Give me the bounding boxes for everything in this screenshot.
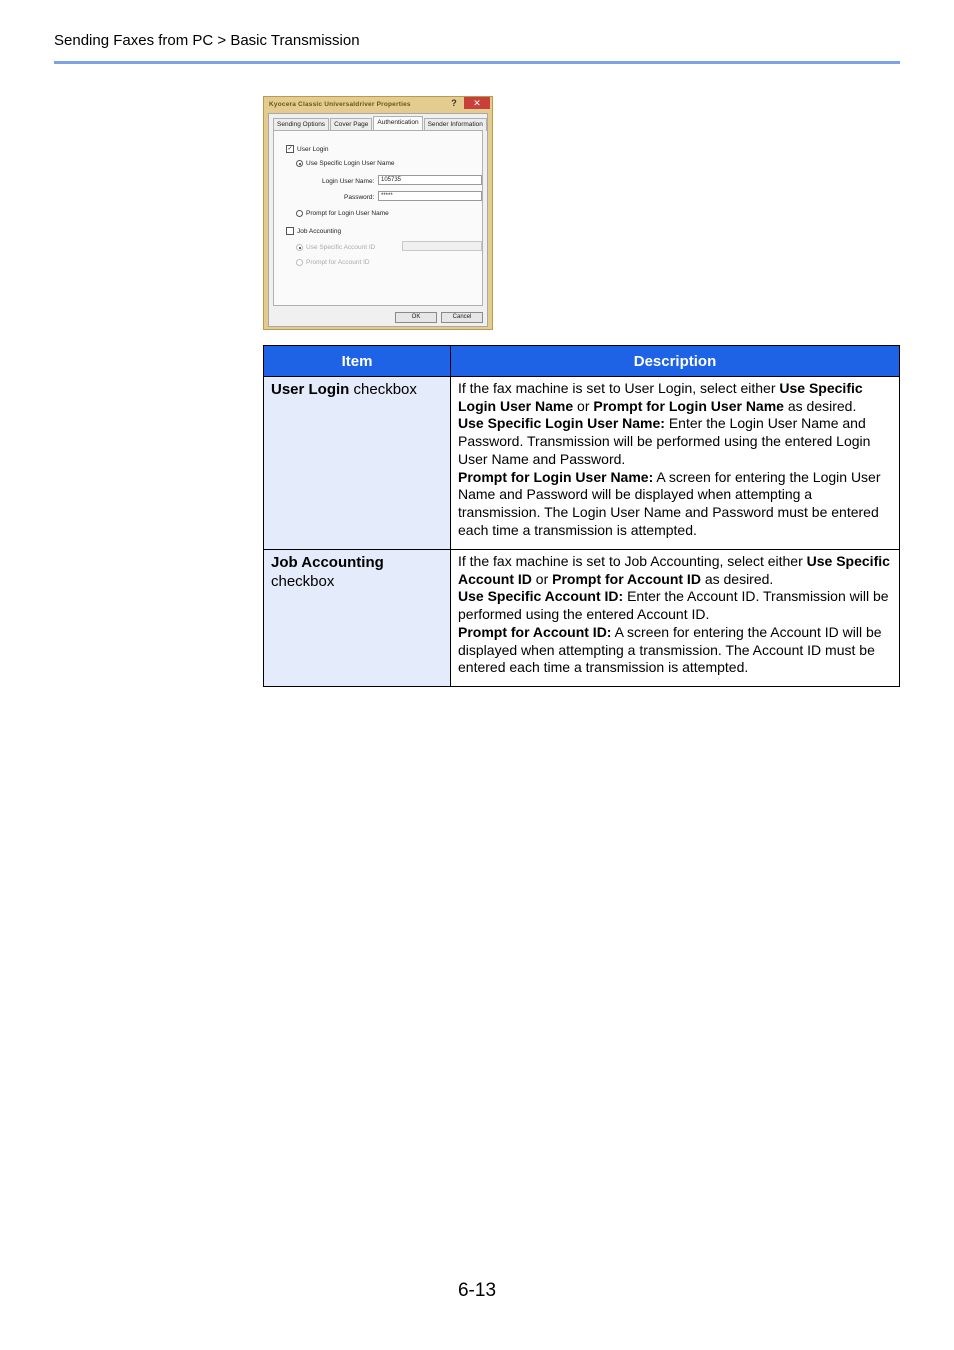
- table-row: [264, 377, 900, 550]
- option-name: Use Specific Login User Name: [458, 380, 863, 414]
- description-option-prompt: [458, 469, 892, 540]
- use-specific-account-row: [296, 244, 375, 251]
- prompt-account-label: Prompt for Account ID: [306, 259, 370, 266]
- description-intro: [458, 380, 892, 415]
- description-option-specific: [458, 415, 892, 468]
- item-name: User Login: [271, 381, 350, 398]
- prompt-account-radio: [296, 259, 303, 266]
- cancel-button[interactable]: Cancel: [441, 312, 483, 323]
- item-cell: [264, 377, 451, 550]
- dialog-tabs: [273, 118, 488, 130]
- option-text: Enter the Login User Name and Password. Transmission will be performed using the entered Login User Name and Password.: [458, 415, 871, 467]
- user-login-row[interactable]: [286, 145, 328, 153]
- option-text: Enter the Account ID. Transmission will be performed using the entered Account ID.: [458, 588, 889, 623]
- description-intro: [458, 553, 892, 588]
- item-suffix: checkbox: [349, 381, 417, 398]
- description-cell: [451, 377, 900, 550]
- use-specific-login-label: Use Specific Login User Name: [306, 160, 395, 167]
- job-accounting-row[interactable]: [286, 227, 341, 235]
- job-accounting-checkbox[interactable]: [286, 227, 294, 235]
- intro-end: as desired.: [783, 397, 857, 414]
- use-specific-account-radio: [296, 244, 303, 251]
- table-row: [264, 550, 900, 687]
- description-cell: [451, 550, 900, 687]
- ok-button[interactable]: OK: [395, 312, 437, 323]
- tab-sender-information[interactable]: Sender Information: [424, 118, 487, 131]
- authentication-dialog-screenshot: [263, 96, 493, 330]
- option-name: Prompt for Login User Name: [593, 397, 784, 414]
- password-field[interactable]: *****: [378, 191, 482, 201]
- connector-text: or: [531, 570, 553, 587]
- dialog-title: Kyocera Classic Universaldriver Properties: [269, 101, 411, 108]
- connector-text: or: [573, 397, 594, 414]
- tab-sending-options[interactable]: Sending Options: [273, 118, 329, 131]
- prompt-login-row[interactable]: [296, 210, 389, 217]
- dialog-body: [268, 113, 488, 327]
- prompt-account-row: [296, 259, 370, 266]
- account-id-field: [402, 241, 482, 251]
- column-header-item: Item: [264, 346, 451, 377]
- intro-text: If the fax machine is set to Job Accounting, select either: [458, 553, 807, 569]
- option-text: A screen for entering the Login User Name and Password will be displayed when attempting a transmission. The Login User Name and Password must be entered each time a transmission is attempted.: [458, 468, 881, 538]
- use-specific-login-row[interactable]: [296, 160, 395, 167]
- login-user-name-field[interactable]: 105735: [378, 175, 482, 185]
- job-accounting-label: Job Accounting: [297, 227, 342, 235]
- page-number: 6-13: [457, 1280, 497, 1301]
- close-icon[interactable]: ✕: [464, 97, 490, 109]
- user-login-label: User Login: [297, 145, 329, 153]
- option-heading: Use Specific Login User Name:: [458, 415, 665, 432]
- description-option-prompt: [458, 624, 892, 677]
- option-name: Prompt for Account ID: [552, 570, 701, 587]
- header-divider: [54, 61, 900, 64]
- use-specific-login-radio[interactable]: [296, 160, 303, 167]
- table-header-row: [264, 346, 900, 377]
- breadcrumb: Sending Faxes from PC > Basic Transmission: [54, 32, 360, 49]
- user-login-checkbox[interactable]: ✓: [287, 146, 293, 152]
- option-heading: Prompt for Login User Name:: [458, 468, 654, 485]
- prompt-login-label: Prompt for Login User Name: [306, 210, 389, 217]
- tab-cover-page[interactable]: Cover Page: [330, 118, 372, 131]
- password-label: Password:: [344, 194, 375, 201]
- option-text: A screen for entering the Account ID will be displayed when attempting a transmission. The Account ID must be entered each time a transmission is attempted.: [458, 623, 882, 676]
- option-heading: Use Specific Account ID:: [458, 588, 624, 605]
- prompt-login-radio[interactable]: [296, 210, 303, 217]
- column-header-description: Description: [451, 346, 900, 377]
- settings-description-table: [263, 345, 900, 687]
- login-user-name-label: Login User Name:: [322, 178, 375, 185]
- item-suffix: checkbox: [271, 573, 335, 590]
- item-cell: [264, 550, 451, 687]
- item-name: Job Accounting: [271, 554, 384, 571]
- use-specific-account-label: Use Specific Account ID: [306, 244, 376, 251]
- option-name: Use Specific Account ID: [458, 553, 890, 587]
- dialog-titlebar: [264, 97, 492, 113]
- description-option-specific: [458, 588, 892, 623]
- option-heading: Prompt for Account ID:: [458, 623, 612, 640]
- help-button[interactable]: ?: [451, 98, 457, 108]
- authentication-panel: [273, 130, 483, 306]
- intro-text: If the fax machine is set to User Login, select either: [458, 380, 780, 396]
- tab-authentication[interactable]: Authentication: [373, 116, 422, 133]
- intro-end: as desired.: [700, 570, 774, 587]
